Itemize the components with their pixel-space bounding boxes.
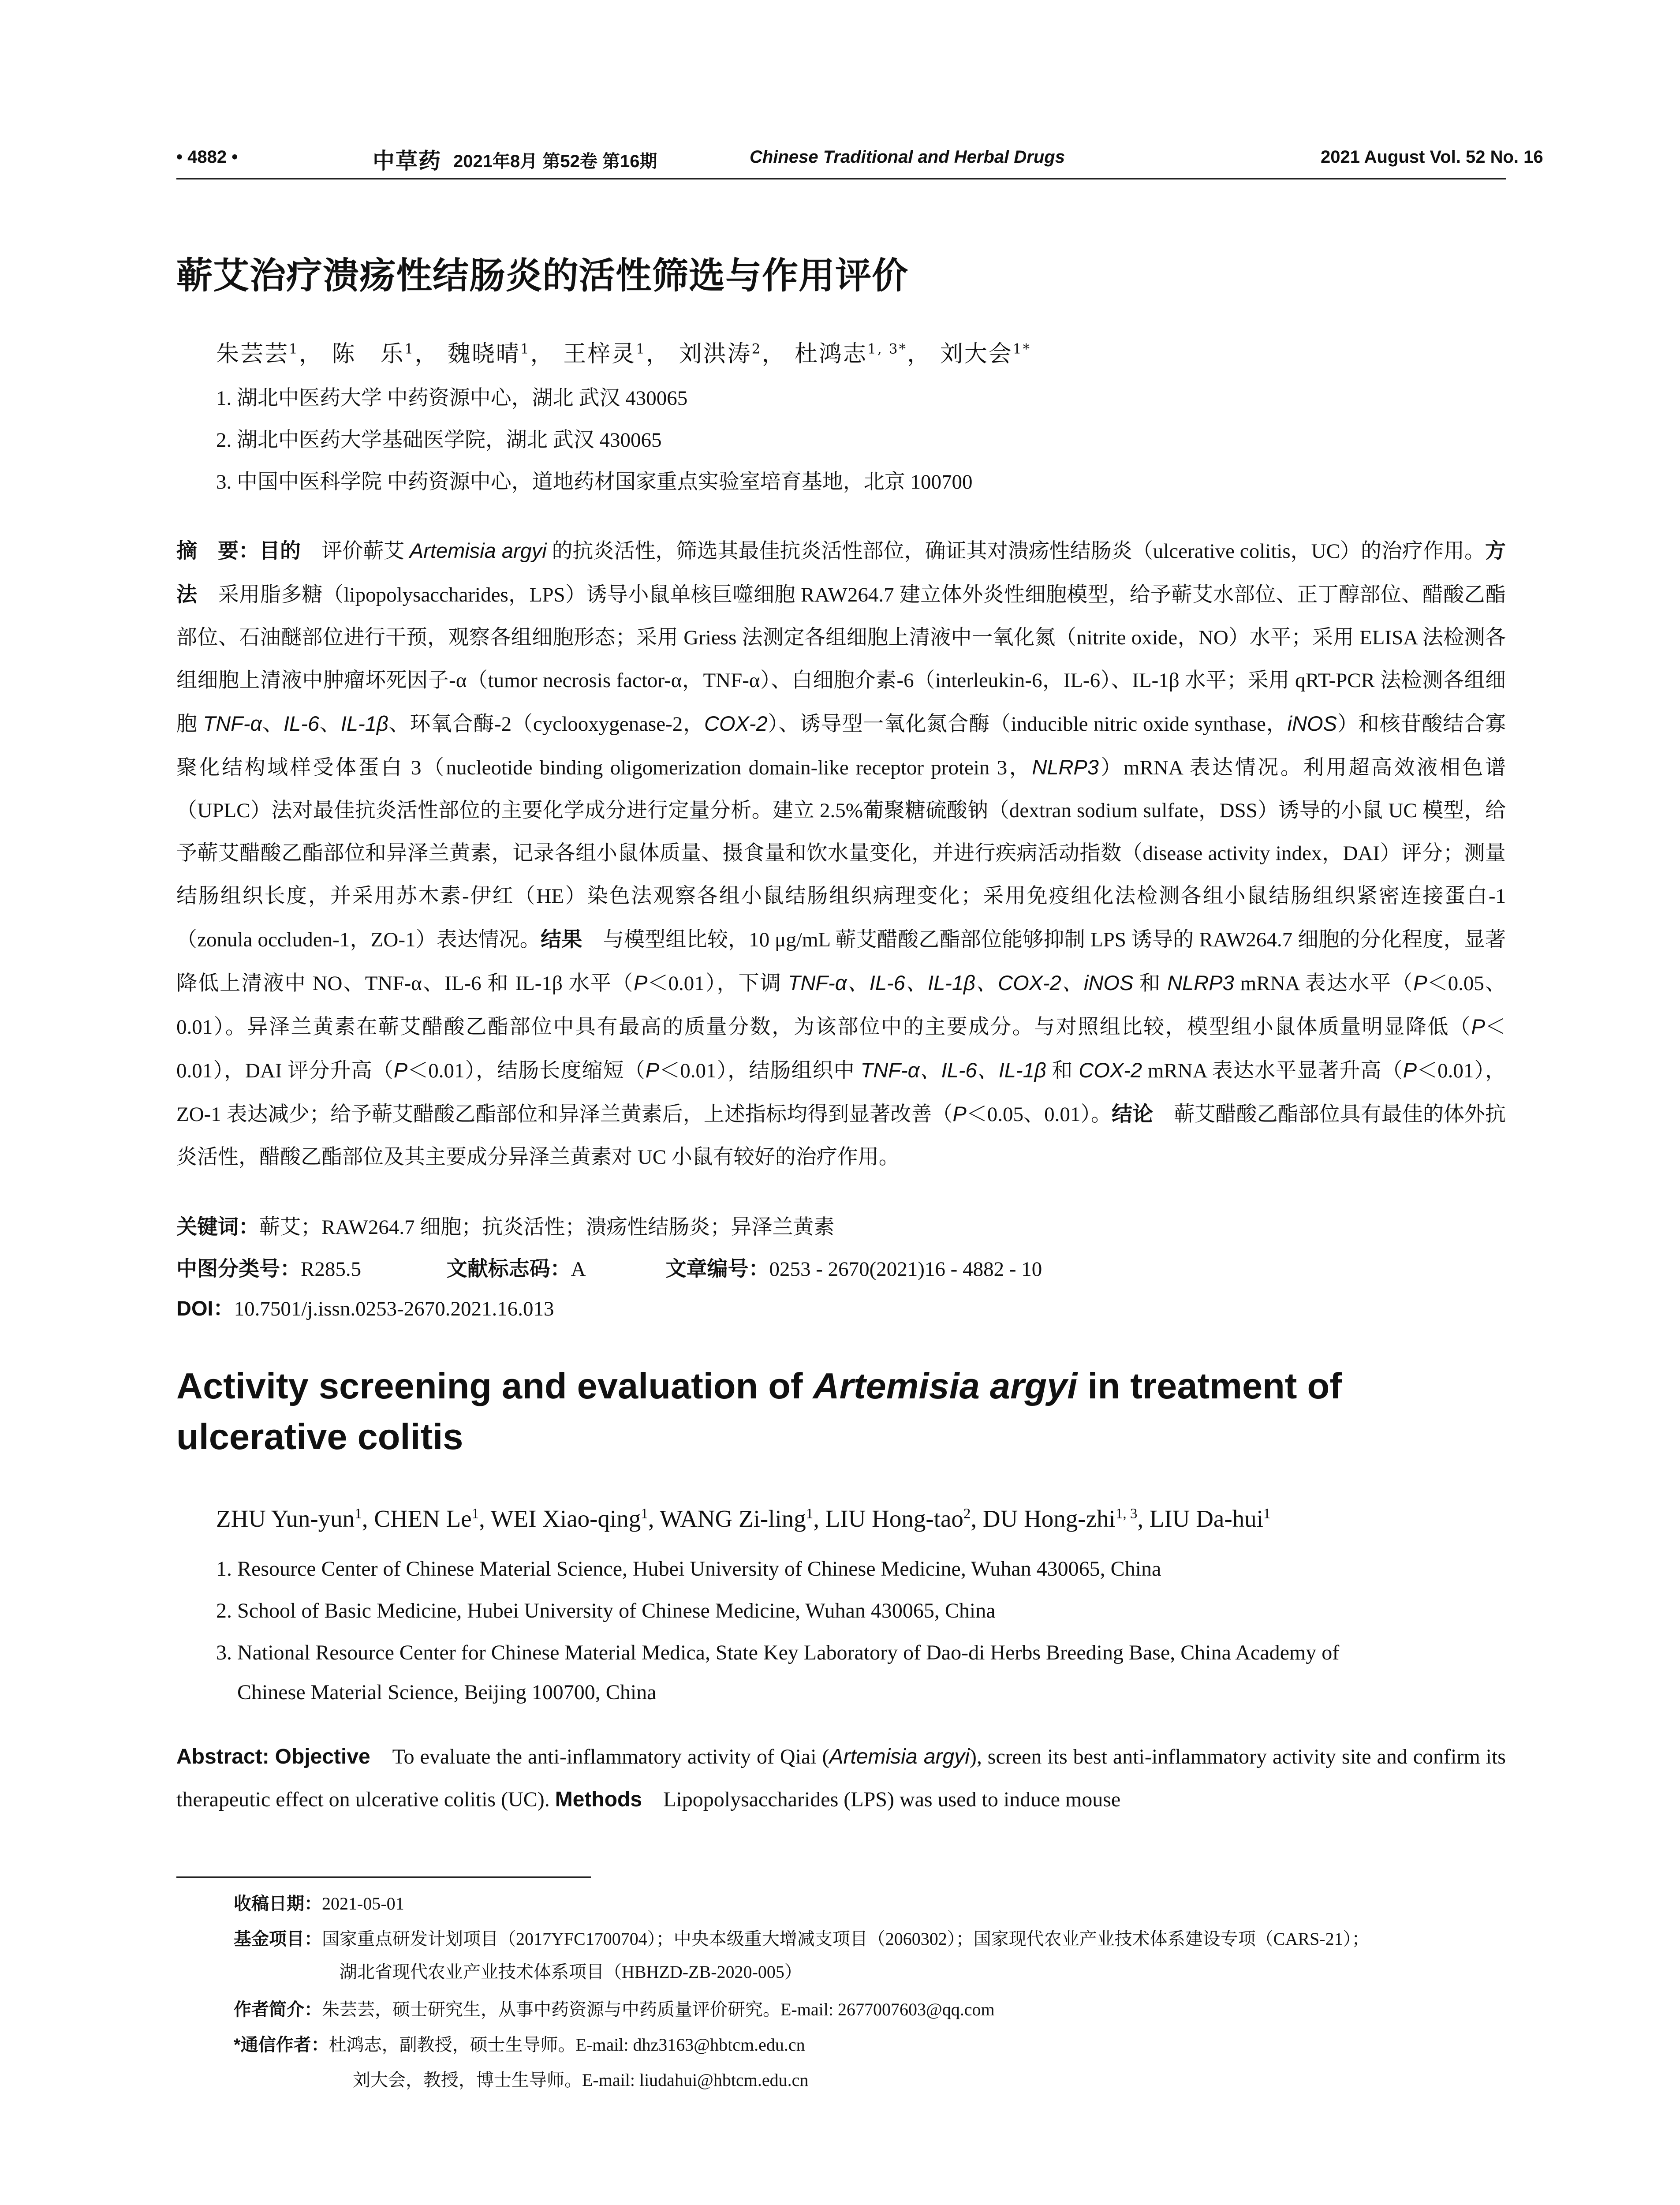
abstract-text: ）、诱导型一氧化氮合酶（inducible nitric oxide synthase， bbox=[767, 713, 1288, 736]
bio-text: 朱芸芸，硕士研究生，从事中药资源与中药质量评价研究。E-mail: 2677007603@qq.com bbox=[322, 1999, 995, 2019]
article-number-label: 文章编号： bbox=[665, 1257, 769, 1280]
abstract-text: 采用脂多糖（lipopolysaccharides，LPS）诱导小鼠单核巨噬细胞 RAW264.7 建立体外炎性细胞模型，给予蕲艾水部位、正丁醇部位、醋酸乙酯部位、石油醚部位进行干预，观察各组细胞形态；采用 Griess 法测定各组细胞上清液中一氧化氮（nitrite oxide，NO）水平；采用 ELISA 法检测各组细胞上清液中肿瘤坏死因子-α（tumor necrosis factor-α，TNF-α）、白细胞介素-6（interleukin-6，IL-6）、IL-1β 水平；采用 qRT-PCR 法检测各组细胞 bbox=[176, 583, 1506, 736]
results-label: 结果 bbox=[541, 927, 582, 951]
abstract-text: 和 bbox=[1133, 972, 1168, 995]
abstract-text: mRNA 表达水平（ bbox=[1234, 972, 1414, 995]
abstract-cn bbox=[176, 529, 1506, 1179]
abstract-text: To evaluate the anti-inflammatory activity of Qiai ( bbox=[370, 1745, 829, 1768]
doi-label: DOI： bbox=[176, 1297, 234, 1320]
abstract-en bbox=[176, 1735, 1506, 1821]
journal-name-cn: 中草药 bbox=[373, 148, 441, 174]
abstract-text: ), screen its best anti-inflammatory activity site and confirm its therapeutic effect on ulcerative colitis (UC). bbox=[176, 1745, 1506, 1811]
abstract-text: ）mRNA 表达情况。利用超高效液相色谱（UPLC）法对最佳抗炎活性部位的主要化学成分进行定量分析。建立 2.5%葡聚糖硫酸钠（dextran sodium sulfate，DSS）诱导的小鼠 UC 模型，给予蕲艾醋酸乙酯部位和异泽兰黄素，记录各组小鼠体质量、摄食量和饮水量变化，并进行疾病活动指数（disease activity index，DAI）评分；测量结肠组织长度，并采用苏木素-伊红（HE）染色法观察各组小鼠结肠组织病理变化；采用免疫组化法检测各组小鼠结肠组织紧密连接蛋白-1（zonula occluden-1，ZO-1）表达情况。 bbox=[176, 756, 1506, 951]
author-en: LIU Da-hui bbox=[1149, 1505, 1263, 1532]
clc-value: R285.5 bbox=[301, 1258, 362, 1281]
clc-label: 中图分类号： bbox=[176, 1257, 301, 1280]
bio-label: 作者简介： bbox=[234, 2000, 322, 2019]
affiliation-en-1: 1. Resource Center of Chinese Material Science, Hubei University of Chinese Medicine, Wuhan 430065, China bbox=[216, 1557, 1161, 1581]
author-en: LIU Hong-tao bbox=[825, 1505, 963, 1532]
author-sep: , bbox=[362, 1505, 374, 1532]
author-sep: ， bbox=[414, 341, 439, 367]
author-sup: 1 bbox=[404, 341, 415, 357]
title-cn: 蕲艾治疗溃疡性结肠炎的活性筛选与作用评价 bbox=[176, 254, 909, 297]
affiliation-en-3: 3. National Resource Center for Chinese Material Medica, State Key Laboratory of Dao-di Herbs Breeding Base, China Academy of bbox=[216, 1641, 1340, 1664]
author-sep: ， bbox=[907, 341, 932, 367]
p-value-symbol: P bbox=[952, 1102, 967, 1125]
author-cn: 陈 乐 bbox=[332, 341, 405, 367]
author-cn: 魏晓晴 bbox=[447, 341, 520, 367]
p-value-symbol: P bbox=[393, 1058, 408, 1082]
author-sep: , bbox=[648, 1505, 660, 1532]
fund-line-1 bbox=[234, 1925, 1370, 1950]
p-value-symbol: P bbox=[1471, 1015, 1485, 1038]
author-sup: 1 bbox=[806, 1506, 814, 1522]
keywords-label: 关键词： bbox=[176, 1215, 259, 1238]
species-name: Artemisia argyi bbox=[829, 1745, 970, 1768]
author-cn: 刘洪涛 bbox=[679, 341, 752, 367]
gene-name: TNF-α、IL-6、IL-1β、COX-2、iNOS bbox=[788, 971, 1134, 994]
author-cn: 杜鸿志 bbox=[795, 341, 868, 367]
abstract-text: Lipopolysaccharides (LPS) was used to induce mouse bbox=[642, 1788, 1121, 1811]
classification-line bbox=[176, 1252, 1411, 1282]
author-sup: 2 bbox=[751, 341, 762, 357]
author-sup: 1* bbox=[1012, 341, 1031, 357]
title-en bbox=[176, 1360, 1506, 1462]
affiliation-en-2: 2. School of Basic Medicine, Hubei University of Chinese Medicine, Wuhan 430065, China bbox=[216, 1599, 996, 1622]
received-label: 收稿日期： bbox=[234, 1894, 322, 1913]
corresponding-1 bbox=[234, 2031, 805, 2056]
author-sup: 1, 3* bbox=[867, 341, 907, 357]
header-rule bbox=[176, 178, 1506, 179]
author-sup: 1 bbox=[520, 341, 530, 357]
author-cn: 朱芸芸 bbox=[216, 341, 289, 367]
corresponding-2: 刘大会，教授，博士生导师。E-mail: liudahui@hbtcm.edu.cn bbox=[353, 2070, 809, 2090]
abstract-text: 与模型组比较，10 μg/mL 蕲艾醋酸乙酯部位能够抑制 LPS 诱导的 RAW264.7 细胞的分化程度，显著降低上清液中 NO、TNF-α、IL-6 和 IL-1β 水平（ bbox=[176, 928, 1506, 995]
gene-name: TNF-α、IL-6、IL-1β bbox=[860, 1058, 1046, 1082]
author-sep: ， bbox=[646, 341, 671, 367]
author-en: CHEN Le bbox=[374, 1505, 472, 1532]
abstract-label: 摘 要： bbox=[176, 539, 260, 562]
footnote-rule bbox=[176, 1876, 591, 1878]
p-value-symbol: P bbox=[1403, 1058, 1417, 1082]
author-sup: 1 bbox=[636, 341, 646, 357]
gene-name: IL-6 bbox=[284, 712, 320, 735]
author-en: ZHU Yun-yun bbox=[216, 1505, 355, 1532]
doc-code-label: 文献标志码： bbox=[446, 1257, 571, 1280]
keywords-cn bbox=[176, 1211, 834, 1240]
author-sep: , bbox=[479, 1505, 491, 1532]
abstract-text: 、环氧合酶-2（cyclooxygenase-2， bbox=[388, 713, 704, 736]
abstract-text: 的抗炎活性，筛选其最佳抗炎活性部位，确证其对溃疡性结肠炎（ulcerative colitis，UC）的治疗作用。 bbox=[546, 540, 1486, 563]
fund-label: 基金项目： bbox=[234, 1929, 322, 1949]
abstract-text: ＜0.01），下调 bbox=[647, 972, 788, 995]
author-sup: 1, 3 bbox=[1115, 1506, 1138, 1522]
author-sep: ， bbox=[299, 341, 323, 367]
fund-line-2: 湖北省现代农业产业技术体系项目（HBHZD-ZB-2020-005） bbox=[340, 1962, 802, 1982]
doi-line bbox=[176, 1292, 554, 1322]
author-sep: ， bbox=[762, 341, 786, 367]
gene-name: COX-2 bbox=[704, 712, 768, 735]
abstract-text: 、 bbox=[319, 713, 341, 736]
title-text: in treatment of ulcerative colitis bbox=[176, 1365, 1342, 1457]
fund-text: 国家重点研发计划项目（2017YFC1700704）；中央本级重大增减支项目（2060302）；国家现代农业产业技术体系建设专项（CARS-21）； bbox=[322, 1929, 1370, 1949]
abstract-text: ＜0.05、0.01）。 bbox=[966, 1103, 1112, 1126]
keywords-text: 蕲艾；RAW264.7 细胞；抗炎活性；溃疡性结肠炎；异泽兰黄素 bbox=[259, 1216, 835, 1239]
received-value: 2021-05-01 bbox=[322, 1894, 404, 1913]
gene-name: IL-1β bbox=[340, 712, 388, 735]
affiliation-en-3-cont: Chinese Material Science, Beijing 100700, China bbox=[237, 1681, 657, 1704]
gene-name: iNOS bbox=[1287, 712, 1337, 735]
gene-name: NLRP3 bbox=[1167, 971, 1234, 994]
received-date bbox=[234, 1890, 404, 1915]
corresponding-text: 杜鸿志，副教授，硕士生导师。E-mail: dhz3163@hbtcm.edu.cn bbox=[329, 2035, 805, 2055]
doc-code-value: A bbox=[571, 1258, 585, 1281]
objective-label: 目的 bbox=[259, 539, 301, 562]
issue-en: 2021 August Vol. 52 No. 16 bbox=[1321, 147, 1543, 167]
title-text: Activity screening and evaluation of bbox=[176, 1365, 813, 1406]
authors-cn bbox=[216, 335, 1031, 368]
author-sup: 1 bbox=[471, 1506, 479, 1522]
doi-link[interactable]: 10.7501/j.issn.0253-2670.2021.16.013 bbox=[234, 1297, 554, 1320]
author-cn: 王梓灵 bbox=[563, 341, 636, 367]
abstract-text: 、 bbox=[262, 713, 284, 736]
abstract-text: mRNA 表达水平显著升高（ bbox=[1142, 1059, 1403, 1082]
affiliation-cn-1: 1. 湖北中医药大学 中药资源中心，湖北 武汉 430065 bbox=[216, 387, 688, 410]
abstract-text: 和 bbox=[1046, 1059, 1079, 1082]
authors-en bbox=[216, 1505, 1270, 1532]
gene-name: NLRP3 bbox=[1032, 755, 1099, 779]
issue-cn: 2021年8月 第52卷 第16期 bbox=[453, 152, 657, 171]
gene-name: COX-2 bbox=[1079, 1058, 1142, 1082]
affiliation-cn-2: 2. 湖北中医药大学基础医学院，湖北 武汉 430065 bbox=[216, 429, 662, 452]
article-number-value: 0253 - 2670(2021)16 - 4882 - 10 bbox=[769, 1258, 1042, 1281]
author-cn: 刘大会 bbox=[940, 341, 1013, 367]
author-sup: 1 bbox=[641, 1506, 648, 1522]
abstract-text: ＜0.05、0.01）。异泽兰黄素在蕲艾醋酸乙酯部位中具有最高的质量分数，为该部位中的主要成分。与对照组比较，模型组小鼠体质量明显降低（ bbox=[176, 972, 1506, 1039]
p-value-symbol: P bbox=[1413, 971, 1427, 994]
abstract-text: ＜0.01），ZO-1 表达减少；给予蕲艾醋酸乙酯部位和异泽兰黄素后，上述指标均得到显著改善（ bbox=[176, 1059, 1506, 1126]
author-en: WEI Xiao-qing bbox=[490, 1505, 641, 1532]
abstract-text: ＜0.01），结肠组织中 bbox=[659, 1059, 861, 1082]
author-sep: , bbox=[1137, 1505, 1150, 1532]
author-en: WANG Zi-ling bbox=[660, 1505, 806, 1532]
author-bio bbox=[234, 1996, 995, 2021]
gene-name: TNF-α bbox=[203, 712, 262, 735]
species-name: Artemisia argyi bbox=[813, 1365, 1078, 1406]
abstract-text: 蕲艾醋酸乙酯部位具有最佳的体外抗炎活性，醋酸乙酯部位及其主要成分异泽兰黄素对 UC 小鼠有较好的治疗作用。 bbox=[176, 1103, 1506, 1169]
author-en: DU Hong-zhi bbox=[982, 1505, 1116, 1532]
author-sup: 2 bbox=[963, 1506, 971, 1522]
affiliation-cn-3: 3. 中国中医科学院 中药资源中心，道地药材国家重点实验室培育基地，北京 100700 bbox=[216, 471, 973, 493]
corresponding-label: *通信作者： bbox=[234, 2035, 329, 2055]
abstract-text: 评价蕲艾 bbox=[301, 540, 410, 563]
abstract-label: Abstract: bbox=[176, 1745, 269, 1768]
page-number: • 4882 • bbox=[176, 147, 238, 167]
conclusion-label: 结论 bbox=[1112, 1102, 1154, 1125]
methods-label: Methods bbox=[555, 1788, 642, 1811]
abstract-text: ＜0.01），结肠长度缩短（ bbox=[407, 1059, 646, 1082]
author-sep: , bbox=[971, 1505, 983, 1532]
author-sup: 1 bbox=[1263, 1506, 1271, 1522]
species-name: Artemisia argyi bbox=[409, 539, 547, 562]
p-value-symbol: P bbox=[634, 971, 648, 994]
author-sep: , bbox=[813, 1505, 825, 1532]
journal-name-en: Chinese Traditional and Herbal Drugs bbox=[750, 147, 1065, 167]
author-sep: ， bbox=[530, 341, 555, 367]
abstract-text: ＜0.01），DAI 评分升高（ bbox=[176, 1016, 1506, 1082]
author-sup: 1 bbox=[355, 1506, 362, 1522]
author-sup: 1 bbox=[289, 341, 299, 357]
p-value-symbol: P bbox=[645, 1058, 660, 1082]
objective-label: Objective bbox=[275, 1745, 370, 1768]
abstract-text: ）和核苷酸结合寡聚化结构域样受体蛋白 3（nucleotide binding oligomerization domain-like receptor protein 3， bbox=[176, 713, 1506, 779]
methods-label: 方法 bbox=[176, 539, 1506, 606]
